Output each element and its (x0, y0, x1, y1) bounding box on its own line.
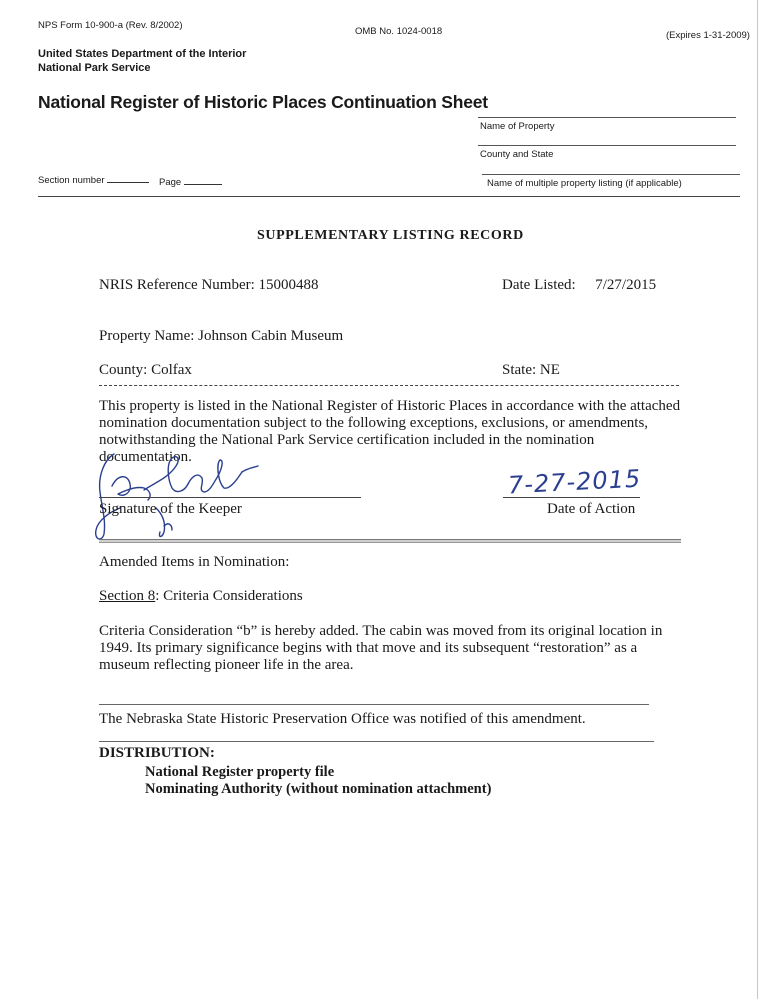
distribution-item: National Register property file (145, 764, 335, 780)
notification-bottom-line (99, 741, 654, 742)
signature-label: Signature of the Keeper (99, 501, 242, 517)
property-name: Property Name: Johnson Cabin Museum (99, 328, 344, 344)
nris-label: NRIS Reference Number: (99, 277, 255, 293)
scan-edge (757, 0, 758, 999)
section-line (99, 588, 303, 605)
section-8-title: : Criteria Considerations (155, 588, 303, 604)
notification-top-line (99, 704, 649, 705)
double-separator (99, 539, 681, 543)
county-state-label: County and State (480, 149, 554, 160)
form-number: NPS Form 10-900-a (Rev. 8/2002) (38, 20, 183, 31)
department-name: United States Department of the Interior (38, 48, 247, 60)
dashed-separator (99, 385, 679, 386)
form-title: National Register of Historic Places Continuation Sheet (38, 92, 488, 112)
keeper-signature-image (92, 446, 282, 546)
date-listed-value: 7/27/2015 (595, 277, 657, 293)
omb-number: OMB No. 1024-0018 (355, 26, 443, 37)
county: County: Colfax (99, 362, 192, 378)
multiple-listing-line (482, 174, 740, 175)
date-of-action-label: Date of Action (547, 501, 636, 517)
signature-line (99, 497, 361, 498)
county-state-line (478, 145, 736, 146)
header-divider (38, 196, 740, 197)
expiration-date: (Expires 1-31-2009) (666, 30, 750, 41)
section-number-label: Section number (38, 175, 105, 186)
record-heading: SUPPLEMENTARY LISTING RECORD (257, 228, 524, 243)
date-of-action-line (503, 497, 640, 498)
amended-items-heading: Amended Items in Nomination: (99, 554, 290, 570)
page-label: Page (159, 177, 182, 188)
agency-name: National Park Service (38, 62, 151, 74)
distribution-heading: DISTRIBUTION: (99, 745, 215, 761)
shpo-notification: The Nebraska State Historic Preservation Office was notified of this amendment. (99, 711, 586, 727)
multiple-listing-label: Name of multiple property listing (if applicable) (487, 178, 682, 189)
section-number-blank (107, 172, 149, 183)
state: State: NE (502, 362, 560, 378)
section-8-reference: Section 8 (99, 588, 156, 604)
criteria-consideration-text: Criteria Consideration “b” is hereby added. The cabin was moved from its original location in 1949. Its primary significance begins with that move and its subsequent “restoration” as a museum reflecting pioneer life in the area. (99, 623, 663, 673)
listing-statement: This property is listed in the National Register of Historic Places in accordance with the attached nomination documentation subject to the following exceptions, exclusions, or amendments, notwithstanding the National Park Service certification included in the nomination documentation. (99, 398, 681, 465)
page-blank (184, 174, 222, 185)
distribution-item: Nominating Authority (without nomination attachment) (145, 781, 492, 797)
date-listed (502, 277, 656, 294)
date-listed-label: Date Listed: (502, 277, 576, 293)
section-number-field (38, 172, 149, 186)
nris-value: 15000488 (258, 277, 319, 293)
handwritten-date: 7-27-2015 (507, 464, 642, 500)
page-field (159, 174, 222, 188)
name-of-property-line (478, 117, 736, 118)
nris-reference (99, 277, 319, 294)
name-of-property-label: Name of Property (480, 121, 555, 132)
